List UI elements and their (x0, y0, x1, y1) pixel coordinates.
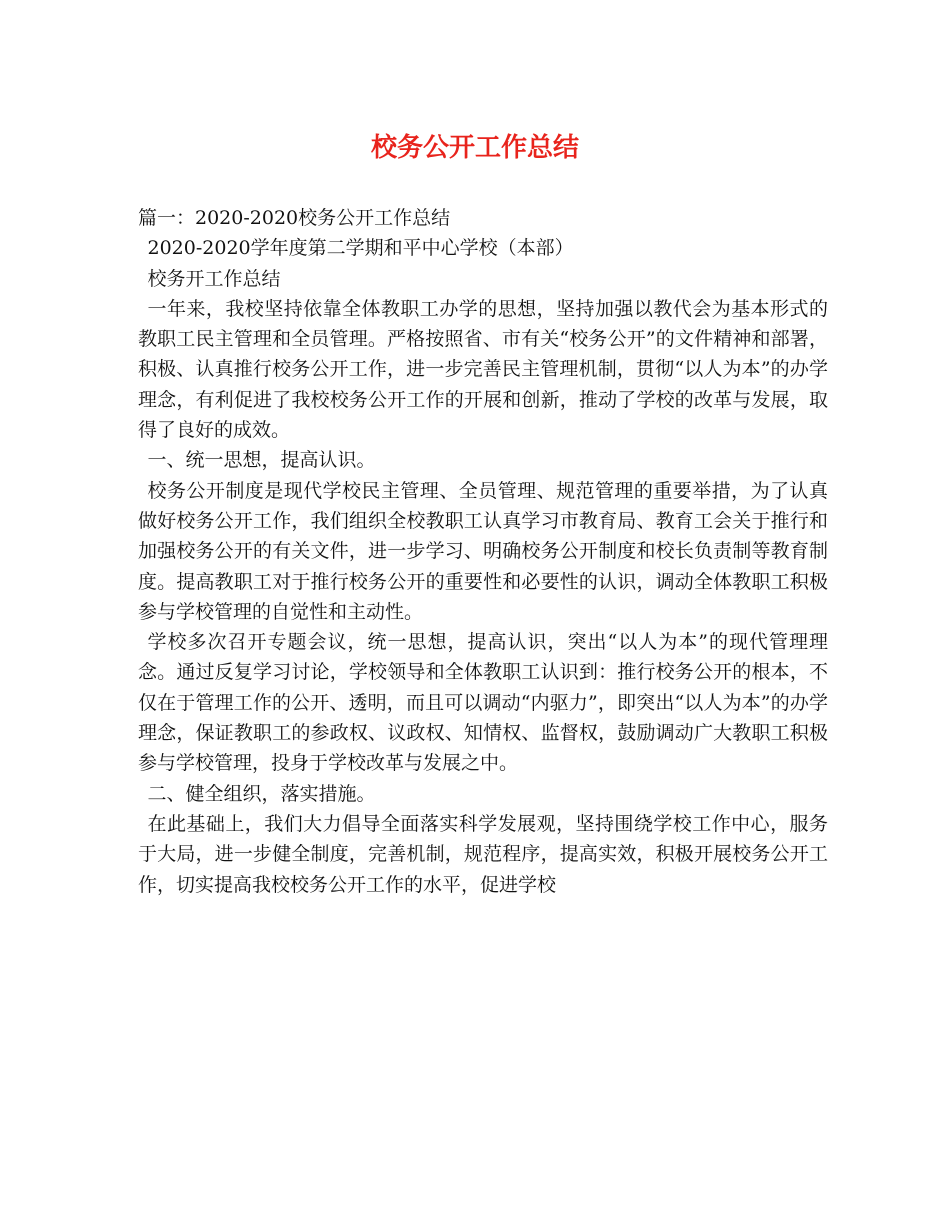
paragraph-subtitle-2: 校务开工作总结 (147, 267, 281, 290)
paragraph-intro: 一年来，我校坚持依靠全体教职工办学的思想，坚持加强以教代会为基本形式的教职工民主管理和全员管理。严格按照省、市有关“校务公开”的文件精神和部署，积极、认真推行校务公开工作，进一步完善民主管理机制，贯彻“以人为本”的办学理念，有利促进了我校校务公开工作的开展和创新，推动了学校的改革与发展，取得了良好的成效。 (138, 297, 828, 442)
paragraph-subtitle: 2020-2020学年度第二学期和平中心学校（本部） (147, 237, 574, 260)
paragraph-heading: 篇一：2020-2020校务公开工作总结 (138, 207, 451, 229)
document-body (138, 203, 828, 900)
paragraph-section-1a: 校务公开制度是现代学校民主管理、全员管理、规范管理的重要举措，为了认真做好校务公开工作，我们组织全校教职工认真学习市教育局、教育工会关于推行和加强校务公开的有关文件，进一步学习、明确校务公开制度和校长负责制等教育制度。提高教职工对于推行校务公开的重要性和必要性的认识，调动全体教职工积极参与学校管理的自觉性和主动性。 (138, 479, 828, 623)
section-heading-1: 一、统一思想，提高认识。 (147, 449, 376, 472)
paragraph-section-1b: 学校多次召开专题会议，统一思想，提高认识，突出“以人为本”的现代管理理念。通过反复学习讨论，学校领导和全体教职工认识到：推行校务公开的根本，不仅在于管理工作的公开、透明，而且可以调动“内驱力”，即突出“以人为本”的办学理念，保证教职工的参政权、议政权、知情权、监督权，鼓励调动广大教职工积极参与学校管理，投身于学校改革与发展之中。 (138, 631, 828, 775)
document-title: 校务公开工作总结 (370, 133, 579, 163)
section-heading-2: 二、健全组织，落实措施。 (147, 782, 376, 805)
paragraph-section-2a: 在此基础上，我们大力倡导全面落实科学发展观，坚持围绕学校工作中心，服务于大局，进一步健全制度，完善机制，规范程序，提高实效，积极开展校务公开工作，切实提高我校校务公开工作的水平，促进学校 (138, 812, 828, 896)
